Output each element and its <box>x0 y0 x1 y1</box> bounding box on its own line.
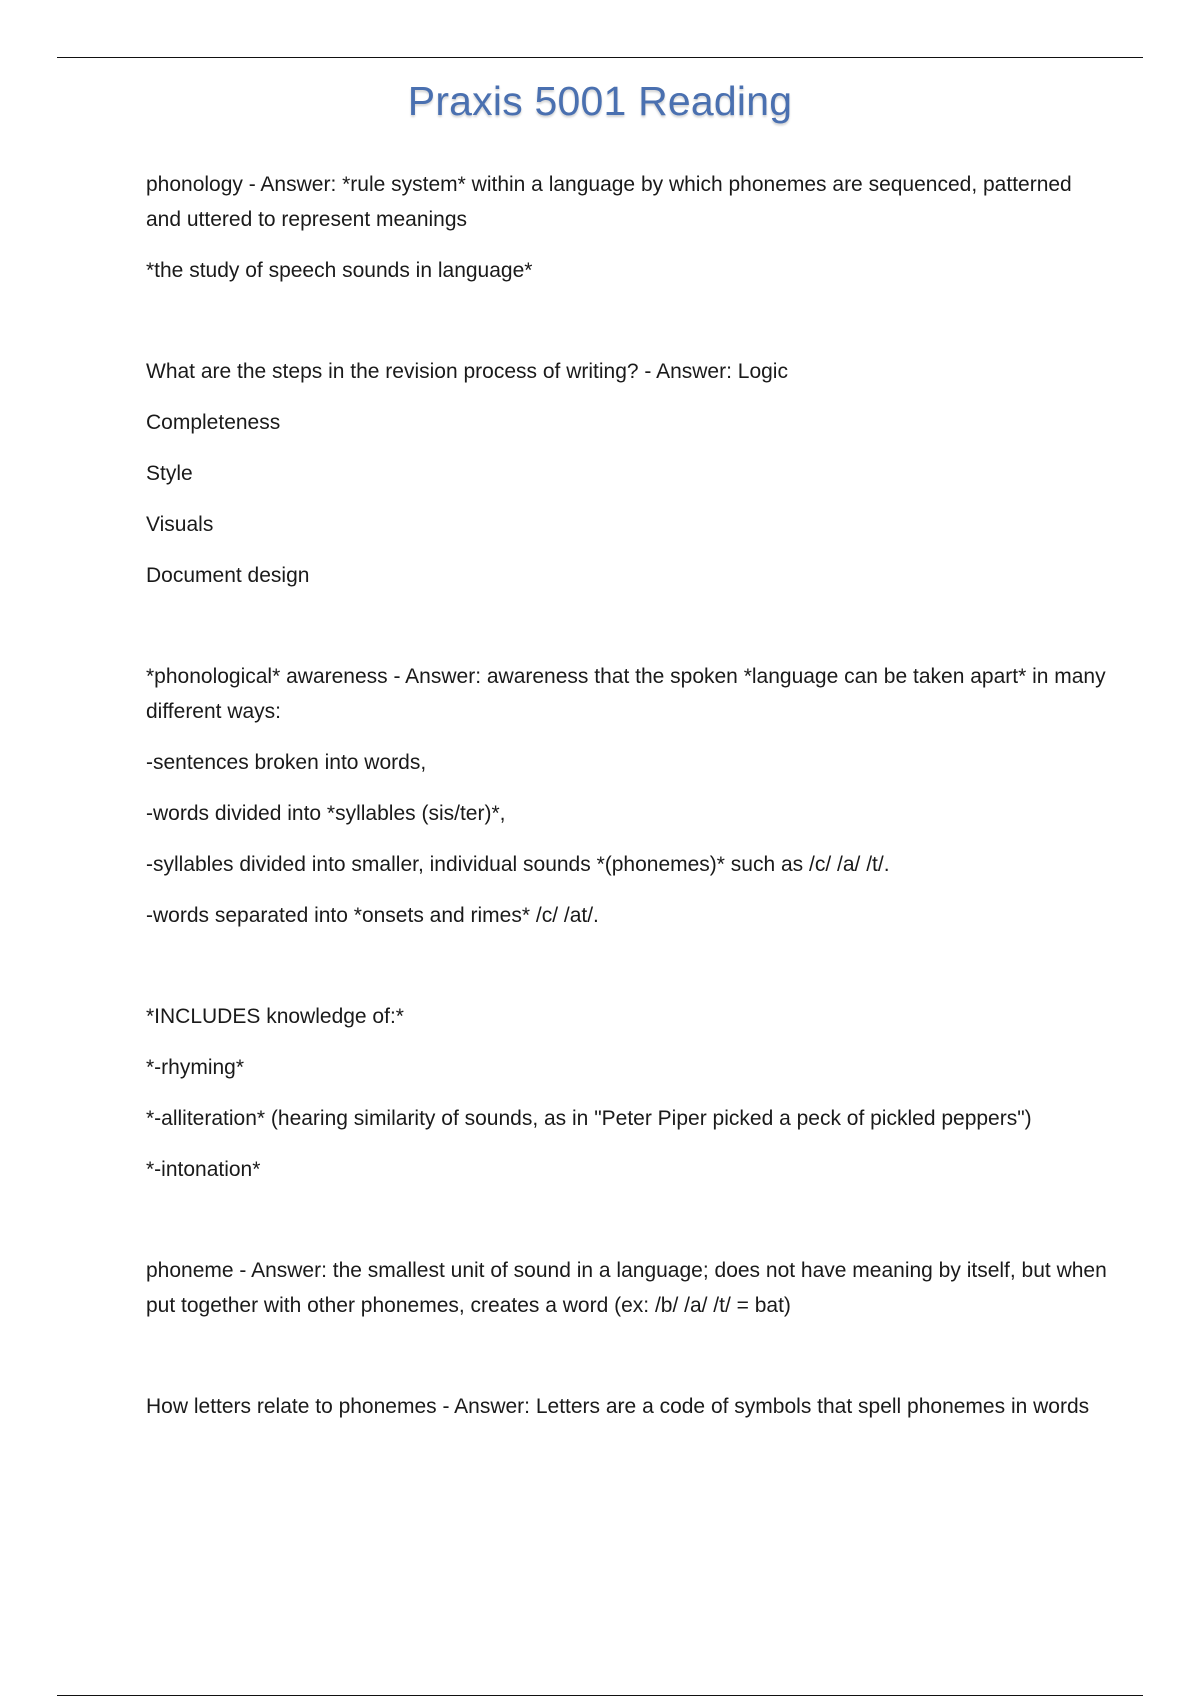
paragraph: What are the steps in the revision process of writing? - Answer: Logic <box>146 360 788 383</box>
list-item: Visuals <box>146 513 214 536</box>
list-item: -words divided into *syllables (sis/ter)*, <box>146 802 506 825</box>
top-rule <box>57 57 1143 58</box>
list-item: -words separated into *onsets and rimes* /c/ /at/. <box>146 904 599 927</box>
list-item: Document design <box>146 564 310 587</box>
paragraph: phoneme - Answer: the smallest unit of sound in a language; does not have meaning by itself, but when put together with other phonemes, creates a word (ex: /b/ /a/ /t/ = bat) <box>146 1259 1107 1317</box>
list-item: *-rhyming* <box>146 1056 245 1079</box>
list-item: -syllables divided into smaller, individual sounds *(phonemes)* such as /c/ /a/ /t/. <box>146 853 890 876</box>
bottom-rule <box>57 1695 1143 1696</box>
list-item: *-intonation* <box>146 1158 261 1181</box>
paragraph: phonology - Answer: *rule system* within a language by which phonemes are sequenced, patterned and uttered to represent meanings <box>146 173 1072 231</box>
page-title: Praxis 5001 Reading <box>407 78 793 124</box>
list-item: *-alliteration* (hearing similarity of sounds, as in "Peter Piper picked a peck of pickled peppers") <box>146 1107 1032 1130</box>
list-item: Completeness <box>146 411 281 434</box>
paragraph: How letters relate to phonemes - Answer: Letters are a code of symbols that spell phonemes in words <box>146 1395 1090 1418</box>
paragraph: *phonological* awareness - Answer: awareness that the spoken *language can be taken apart* in many different ways: <box>146 665 1106 723</box>
paragraph: *the study of speech sounds in language* <box>146 259 533 282</box>
document-body <box>146 167 1111 1440</box>
list-item: -sentences broken into words, <box>146 751 427 774</box>
list-item: Style <box>146 462 193 485</box>
paragraph: *INCLUDES knowledge of:* <box>146 1005 404 1028</box>
